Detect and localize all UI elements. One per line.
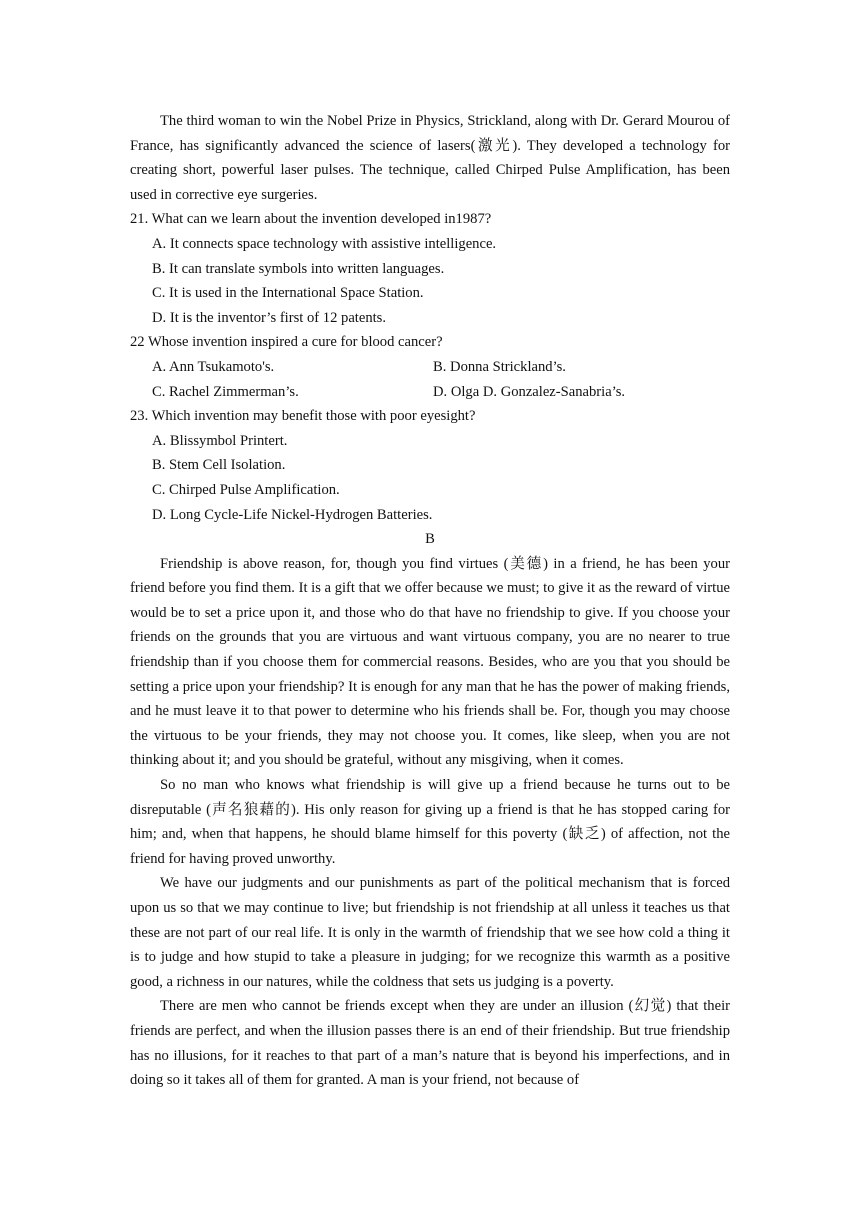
question-stem: 21. What can we learn about the invention developed in1987? [130, 211, 492, 228]
passage-b-paragraph-2: So no man who knows what friendship is will give up a friend because he turns out to be disreputable (声名狼藉的). His only reason for giving up a friend is that he has stopped caring for him; and, when that happens, he should blame himself for this poverty (缺乏) of affection, not the friend for having proved unworthy. [130, 777, 730, 867]
option-b: B. Donna Strickland’s. [433, 358, 566, 375]
question-stem: 23. Which invention may benefit those with poor eyesight? [130, 408, 476, 425]
option-b: B. It can translate symbols into written languages. [152, 260, 445, 277]
option-b: B. Stem Cell Isolation. [152, 457, 286, 474]
option-a: A. Ann Tsukamoto's. [152, 358, 275, 375]
passage-b-paragraph-1: Friendship is above reason, for, though you find virtues (美德) in a friend, he has been your friend before you find them. It is a gift that we offer because we must; to give it as the reward of virtue would be to set a price upon it, and those who do that have no friendship to give. If you choose your friends on the grounds that you are virtuous and want virtuous company, you are no nearer to true friendship than if you choose them for commercial reasons. Besides, who are you that you should be setting a price upon your friendship? It is enough for any man that he has the power of making friends, and he must leave it to that power to determine who his friends shall be. For, though you may choose the virtuous to be your friends, they may not choose you. It comes, like sleep, when you are not thinking about it; and you should be grateful, without any misgiving, when it comes. [130, 555, 730, 769]
option-a: A. Blissymbol Printert. [152, 432, 288, 449]
option-c: C. Chirped Pulse Amplification. [152, 481, 340, 498]
options-row [130, 380, 730, 405]
question-23 [130, 404, 730, 527]
option-d: D. Long Cycle-Life Nickel-Hydrogen Batteries. [152, 506, 433, 523]
option-c: C. Rachel Zimmerman’s. [152, 383, 299, 400]
option-c: C. It is used in the International Space Station. [152, 285, 424, 302]
option-d: D. Olga D. Gonzalez-Sanabria’s. [433, 383, 626, 400]
question-stem: 22 Whose invention inspired a cure for blood cancer? [130, 334, 443, 351]
question-22 [130, 330, 730, 404]
option-d: D. It is the inventor’s first of 12 patents. [152, 309, 387, 326]
passage-b-paragraph-4: There are men who cannot be friends except when they are under an illusion (幻觉) that their friends are perfect, and when the illusion passes there is an end of their friendship. But true friendship has no illusions, for it reaches to that part of a man’s nature that is beyond his imperfections, and in doing so it takes all of them for granted. A man is your friend, not because of [130, 998, 730, 1089]
document-page [130, 109, 730, 1093]
option-a: A. It connects space technology with assistive intelligence. [152, 235, 497, 252]
options-row [130, 355, 730, 380]
passage-b-paragraph-3: We have our judgments and our punishments as part of the political mechanism that is forced upon us so that we may continue to live; but friendship is not friendship at all unless it teaches us that these are not part of our real life. It is only in the warmth of friendship that we see how cold a thing it is to judge and how stupid to take a pleasure in judging; for we recognize this warmth as a positive good, a richness in our natures, while the coldness that sets us judging is a poverty. [130, 875, 730, 990]
question-21 [130, 207, 730, 330]
section-b-heading: B [425, 531, 435, 548]
passage-a-paragraph: The third woman to win the Nobel Prize in Physics, Strickland, along with Dr. Gerard Mourou of France, has significantly advanced the science of lasers(激光). They developed a technology for creating short, powerful laser pulses. The technique, called Chirped Pulse Amplification, has been used in corrective eye surgeries. [130, 113, 730, 203]
